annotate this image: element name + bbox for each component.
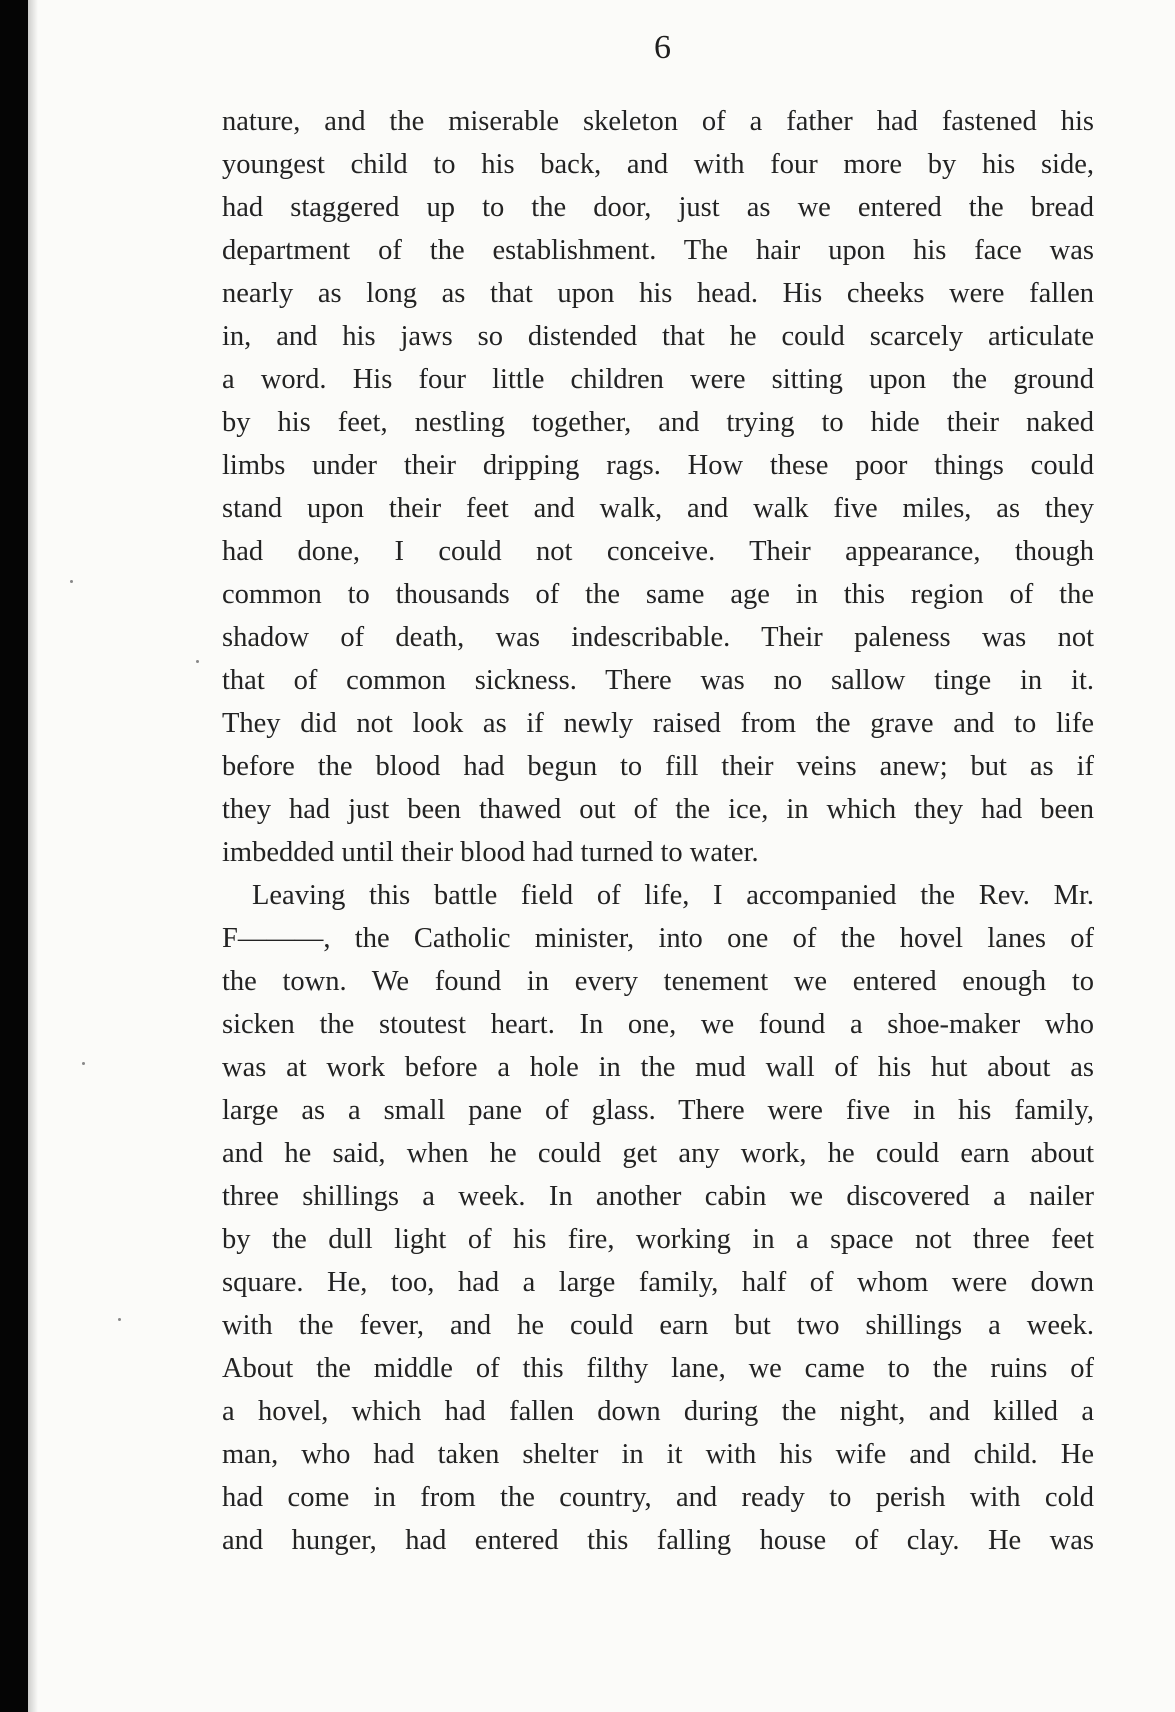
paragraph-hovel-lanes	[222, 874, 1094, 1562]
text-line: imbedded until their blood had turned to water.	[222, 837, 759, 868]
text-line: department of the establishment. The hair upon his face was	[222, 235, 1094, 266]
scan-speck	[196, 660, 199, 663]
scan-speck	[118, 1318, 121, 1321]
text-line: and he said, when he could get any work, he could earn about	[222, 1138, 1094, 1169]
text-line: common to thousands of the same age in this region of the	[222, 579, 1094, 610]
text-line: stand upon their feet and walk, and walk five miles, as they	[222, 493, 1094, 524]
text-line: a word. His four little children were sitting upon the ground	[222, 364, 1094, 395]
text-line: square. He, too, had a large family, half of whom were down	[222, 1267, 1094, 1298]
text-line: large as a small pane of glass. There were five in his family,	[222, 1095, 1094, 1126]
text-line: by the dull light of his fire, working in a space not three feet	[222, 1224, 1094, 1255]
paragraph-continuation	[222, 100, 1094, 874]
binding-shadow	[28, 0, 38, 1712]
text-line: had done, I could not conceive. Their appearance, though	[222, 536, 1094, 567]
text-line: by his feet, nestling together, and trying to hide their naked	[222, 407, 1094, 438]
text-line: youngest child to his back, and with four more by his side,	[222, 149, 1094, 180]
scan-speck	[70, 580, 73, 583]
text-line: nature, and the miserable skeleton of a father had fastened his	[222, 106, 1094, 137]
text-line: was at work before a hole in the mud wall of his hut about as	[222, 1052, 1094, 1083]
text-line: before the blood had begun to fill their veins anew; but as if	[222, 751, 1094, 782]
text-line: Leaving this battle field of life, I accompanied the Rev. Mr.	[252, 880, 1094, 911]
body-text	[222, 100, 1094, 1562]
text-line: sicken the stoutest heart. In one, we found a shoe-maker who	[222, 1009, 1094, 1040]
text-line: They did not look as if newly raised from the grave and to life	[222, 708, 1094, 739]
text-line: with the fever, and he could earn but two shillings a week.	[222, 1310, 1094, 1341]
text-line: had staggered up to the door, just as we entered the bread	[222, 192, 1094, 223]
text-line: limbs under their dripping rags. How these poor things could	[222, 450, 1094, 481]
text-line: they had just been thawed out of the ice, in which they had been	[222, 794, 1094, 825]
text-line: F———, the Catholic minister, into one of the hovel lanes of	[222, 923, 1094, 954]
text-line: three shillings a week. In another cabin we discovered a nailer	[222, 1181, 1094, 1212]
text-line: the town. We found in every tenement we entered enough to	[222, 966, 1094, 997]
page-number: 6	[654, 29, 671, 66]
text-line: nearly as long as that upon his head. His cheeks were fallen	[222, 278, 1094, 309]
text-line: shadow of death, was indescribable. Their paleness was not	[222, 622, 1094, 653]
text-line: and hunger, had entered this falling house of clay. He was	[222, 1525, 1094, 1556]
text-line: man, who had taken shelter in it with his wife and child. He	[222, 1439, 1094, 1470]
text-line: a hovel, which had fallen down during the night, and killed a	[222, 1396, 1094, 1427]
book-binding-edge	[0, 0, 28, 1712]
text-line: About the middle of this filthy lane, we came to the ruins of	[222, 1353, 1094, 1384]
scan-speck	[82, 1062, 85, 1065]
text-line: had come in from the country, and ready to perish with cold	[222, 1482, 1094, 1513]
text-line: that of common sickness. There was no sallow tinge in it.	[222, 665, 1094, 696]
text-line: in, and his jaws so distended that he could scarcely articulate	[222, 321, 1094, 352]
